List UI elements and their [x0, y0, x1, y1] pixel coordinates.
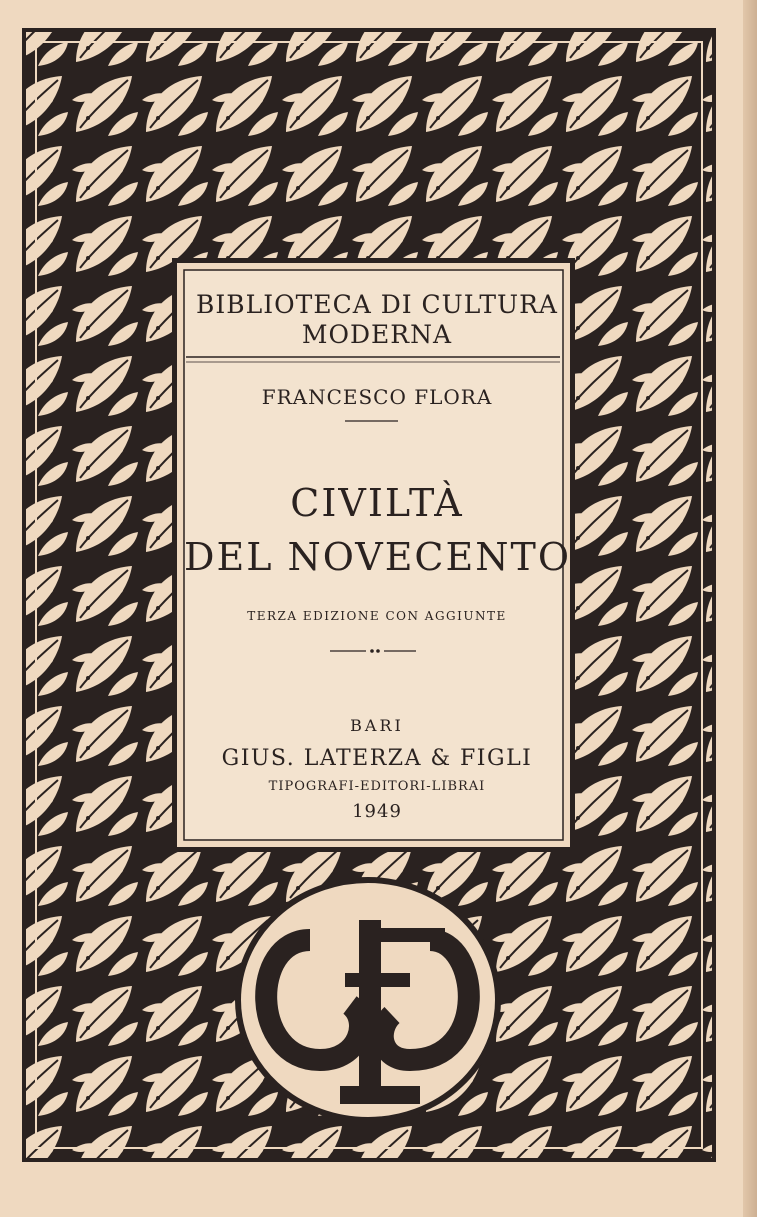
- publication-year: 1949: [352, 801, 402, 822]
- title-line-1: CIVILTÀ: [290, 481, 464, 525]
- series-line-1: BIBLIOTECA DI CULTURA: [196, 290, 558, 319]
- monogram-emblem: [238, 880, 498, 1120]
- title-line-2: DEL NOVECENTO: [184, 535, 571, 579]
- series-line-2: MODERNA: [301, 320, 453, 349]
- edition-note: TERZA EDIZIONE CON AGGIUNTE: [247, 609, 507, 623]
- book-title: [184, 476, 570, 584]
- publisher-trade: TIPOGRAFI-EDITORI-LIBRAI: [268, 779, 486, 794]
- publisher-city: BARI: [350, 716, 404, 735]
- series-title: [184, 290, 570, 350]
- author-name: FRANCESCO FLORA: [261, 385, 493, 409]
- publisher-name: GIUS. LATERZA & FIGLI: [221, 746, 533, 771]
